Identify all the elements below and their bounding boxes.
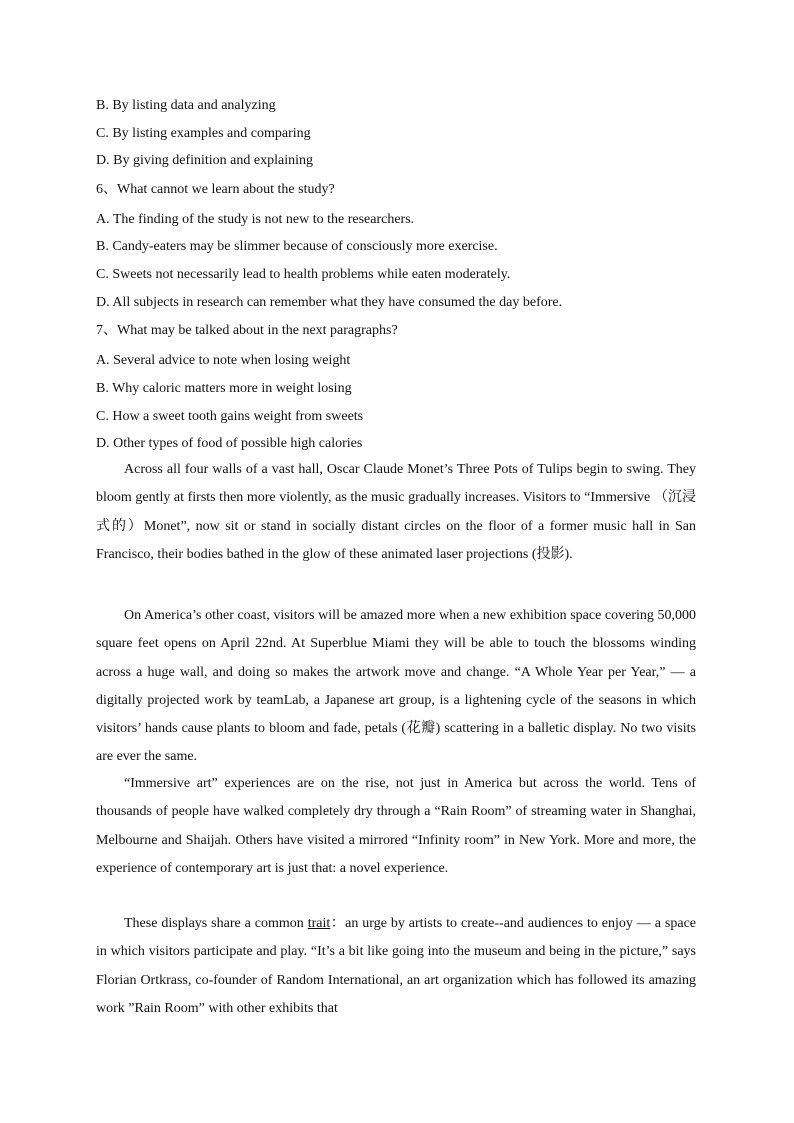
p4-rest: ：an urge by artists to create--and audiences to enjoy — a space in which visitors participate and play. “It’s a bit like going into the museum and being in the picture,” says Florian Ortkrass, co-founder of Random International, an art organization which has followed its amazing work ”Rain Room” with other exhibits that xyxy=(96,916,697,1016)
p4-lead: These displays share a common xyxy=(124,916,308,931)
option-7b: B. Why caloric matters more in weight losing xyxy=(96,381,352,396)
option-6d: D. All subjects in research can remember what they have consumed the day before. xyxy=(96,295,563,310)
option-5c: C. By listing examples and comparing xyxy=(96,126,311,141)
option-6a: A. The finding of the study is not new to the researchers. xyxy=(96,212,415,227)
question-7: 7、What may be talked about in the next paragraphs? xyxy=(96,323,398,338)
underlined-word-trait: trait xyxy=(307,916,331,931)
option-6b: B. Candy-eaters may be slimmer because of consciously more exercise. xyxy=(96,239,498,254)
question-6: 6、What cannot we learn about the study? xyxy=(96,182,335,197)
passage-paragraph-1: Across all four walls of a vast hall, Oscar Claude Monet’s Three Pots of Tulips begin to swing. They bloom gently at firsts then more violently, as the music gradually increases. Visitors to “Immersive （沉浸式的）Monet”, now sit or stand in socially distant circles on the floor of a former music hall in San Francisco, their bodies bathed in the glow of these animated laser projections (投影). xyxy=(96,462,696,562)
passage-paragraph-2: On America’s other coast, visitors will be amazed more when a new exhibition space covering 50,000 square feet opens on April 22nd. At Superblue Miami they will be able to touch the blossoms winding across a huge wall, and doing so makes the artwork move and change. “A Whole Year per Year,” — a digitally projected work by teamLab, a Japanese art group, is a lightening cycle of the seasons in which visitors’ hands cause plants to bloom and fade, petals (花瓣) scattering in a balletic display. No two visits are ever the same. xyxy=(96,608,696,765)
option-6c: C. Sweets not necessarily lead to health problems while eaten moderately. xyxy=(96,267,511,282)
passage-paragraph-4 xyxy=(96,910,696,1023)
option-5b: B. By listing data and analyzing xyxy=(96,98,276,113)
option-7d: D. Other types of food of possible high calories xyxy=(96,436,363,451)
option-7c: C. How a sweet tooth gains weight from sweets xyxy=(96,409,364,424)
option-7a: A. Several advice to note when losing weight xyxy=(96,353,351,368)
passage-paragraph-3: “Immersive art” experiences are on the rise, not just in America but across the world. Tens of thousands of people have walked completely dry through a “Rain Room” of streaming water in Shanghai, Melbourne and Shaijah. Others have visited a mirrored “Infinity room” in New York. More and more, the experience of contemporary art is just that: a novel experience. xyxy=(96,776,696,876)
option-5d: D. By giving definition and explaining xyxy=(96,153,313,168)
